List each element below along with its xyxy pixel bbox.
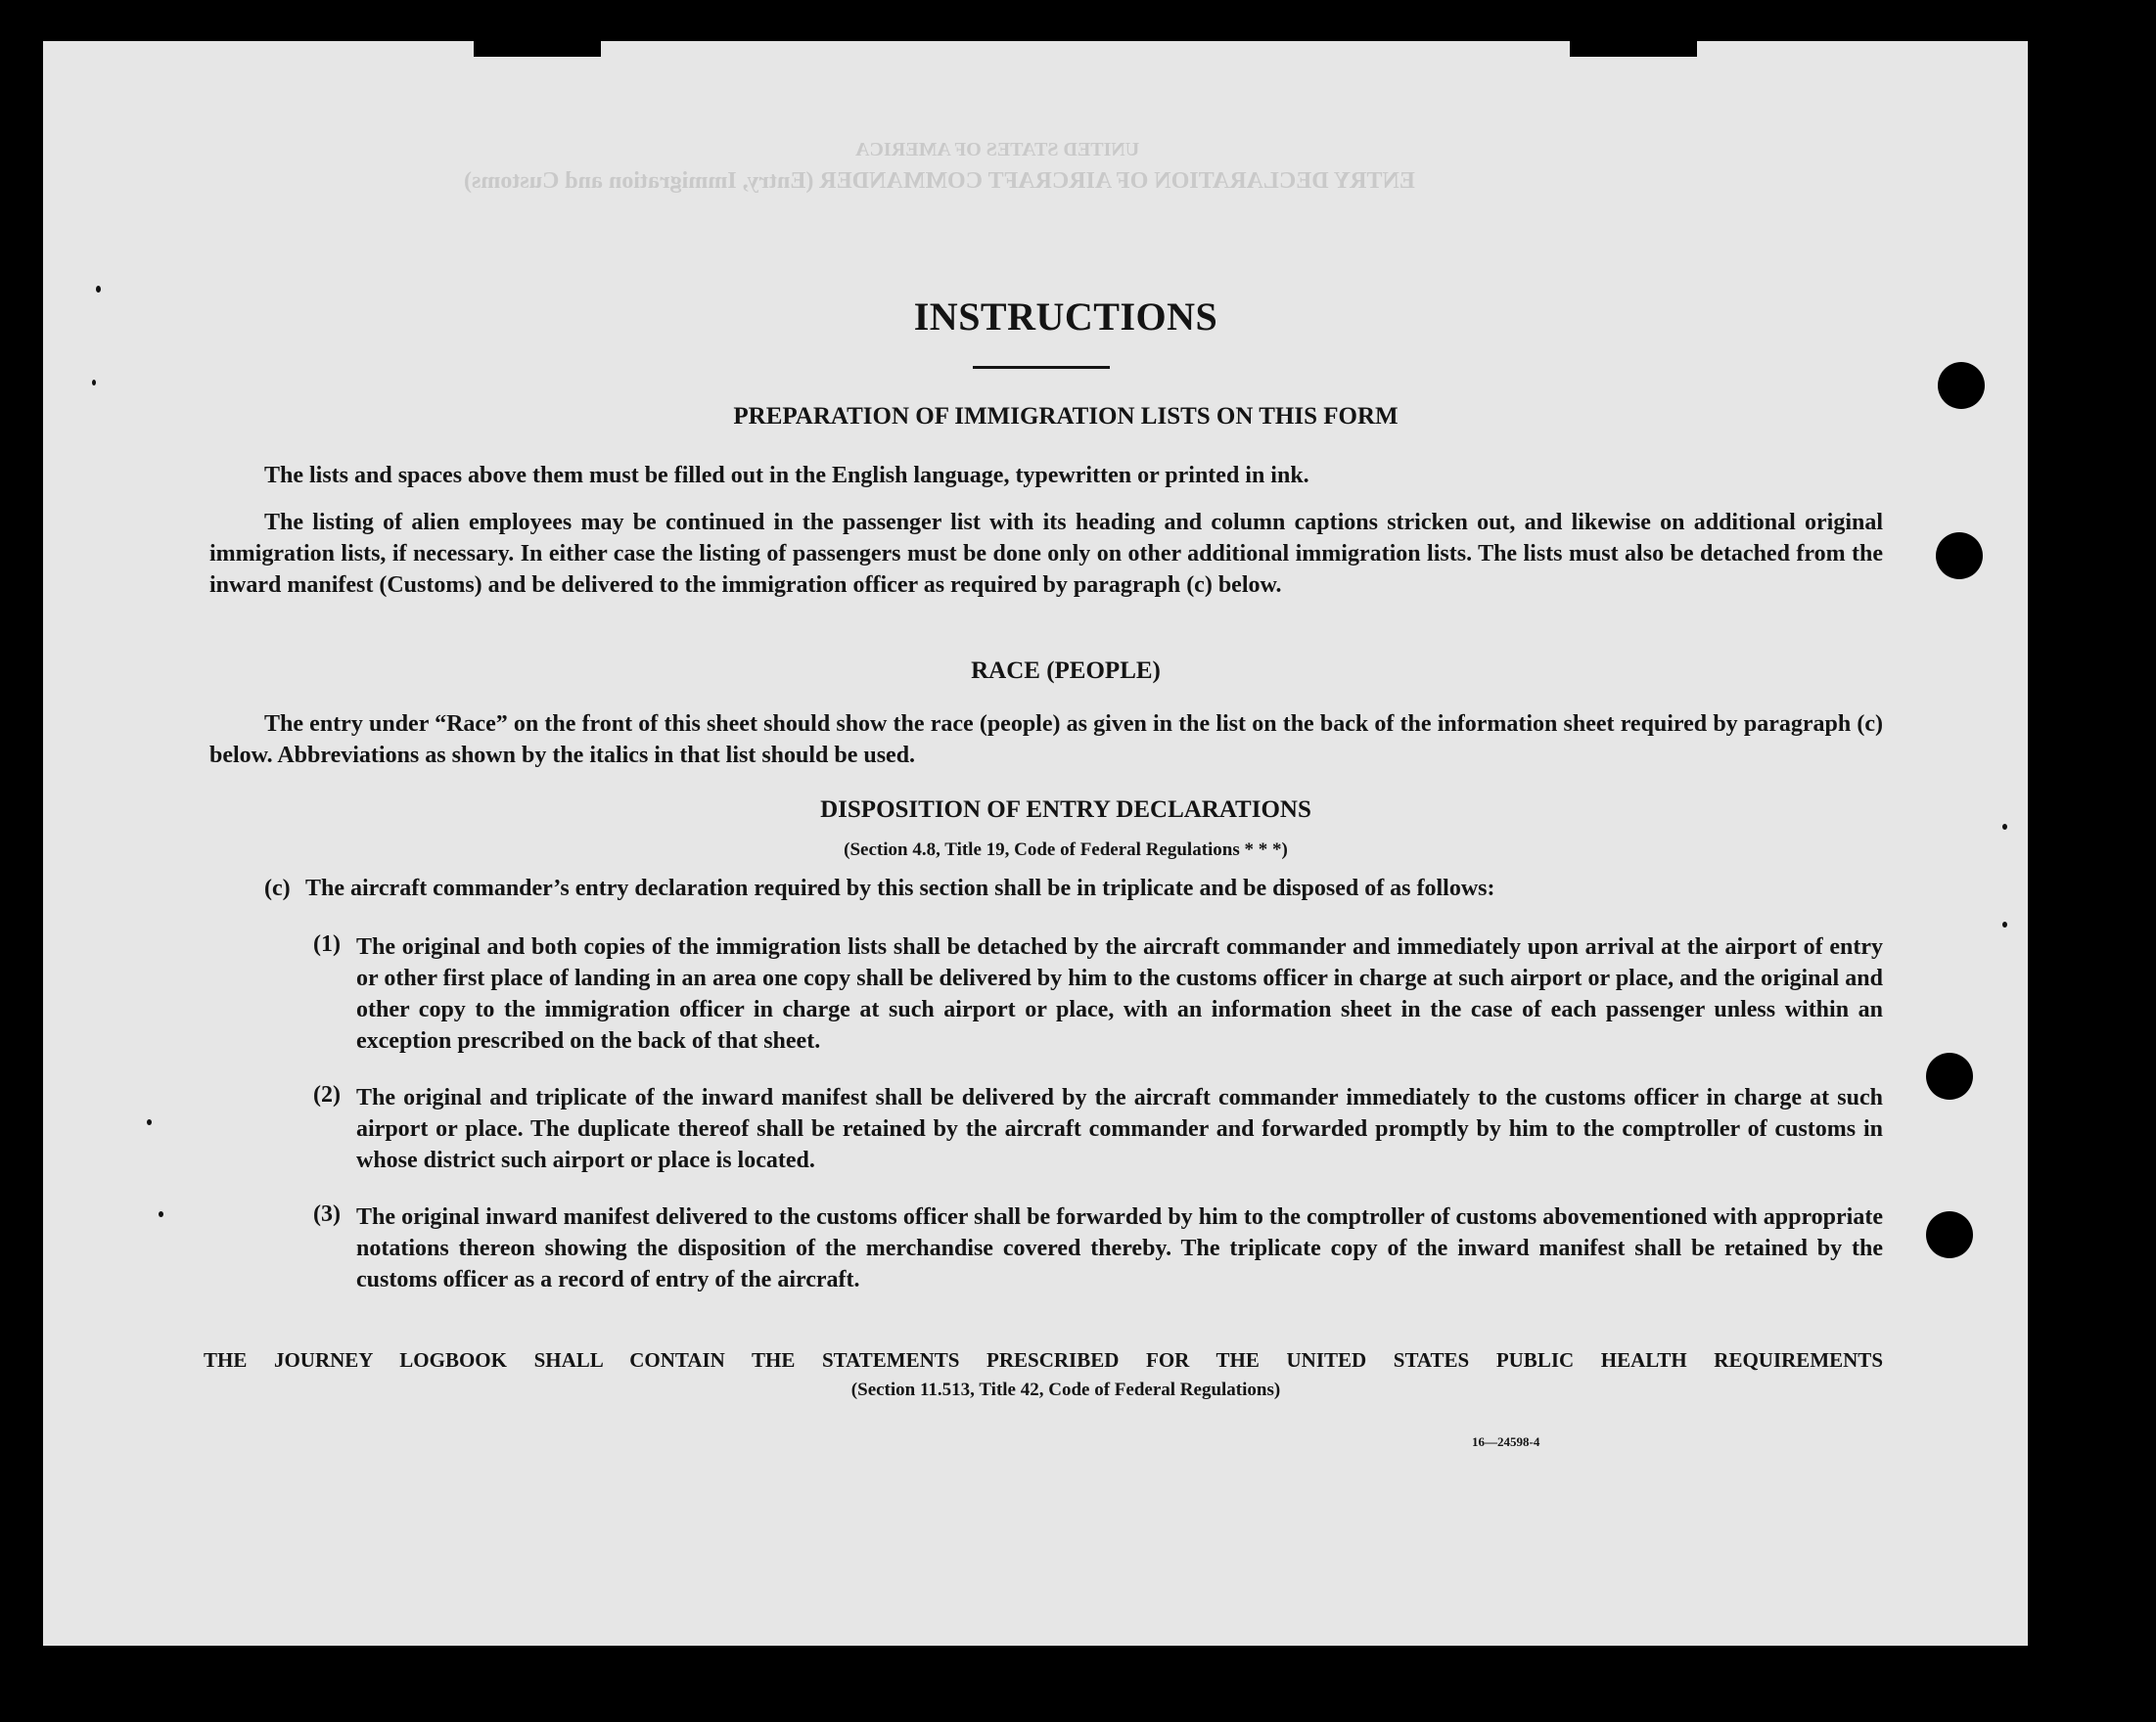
speck [2002,824,2007,830]
paragraph-race-entry: The entry under “Race” on the front of this sheet should show the race (people) as given in the list on the back of the information sheet required by paragraph (c) below. Abbreviations as shown by the italics in that list should be used. [209,711,1883,768]
speck [92,380,96,385]
speck [2002,922,2007,928]
item-number-2: (2) [313,1082,341,1108]
list-item-2: The original and triplicate of the inward manifest shall be delivered by the aircraft commander immediately to the customs officer in charge at such airport or place. The duplicate thereof shall be retained by the aircraft commander and forwarded promptly by him to the comptroller of customs in whose district such airport or place is located. [356,1085,1883,1173]
section-citation: (Section 4.8, Title 19, Code of Federal Regulations * * *) [844,839,1288,860]
item-number-3: (3) [313,1201,341,1227]
paragraph-alien-employees: The listing of alien employees may be continued in the passenger list with its heading and column captions stricken out, and likewise on additional original immigration lists, if necessary. In either case the listing of passengers must be done only on other additional immigration lists. The lists must also be detached from the inward manifest (Customs) and be delivered to the immigration officer as required by paragraph (c) below. [209,510,1883,598]
form-number: 16—24598-4 [1472,1434,1540,1449]
footer-statement: THE JOURNEY LOGBOOK SHALL CONTAIN THE STATEMENTS PRESCRIBED FOR THE UNITED STATES PUBLIC HEALTH REQUIREMENTS [204,1348,1883,1372]
speck [147,1119,152,1125]
top-tab-left [474,41,601,57]
page-title: INSTRUCTIONS [913,295,1218,339]
paragraph-intro: The aircraft commander’s entry declaration required by this section shall be in triplicate and be disposed of as follows: [305,876,1495,901]
section-heading-preparation: PREPARATION OF IMMIGRATION LISTS ON THIS FORM [733,403,1399,430]
speck [96,286,101,293]
bleed-through-line-1: UNITED STATES OF AMERICA [855,139,1140,160]
top-tab-right [1570,41,1697,57]
paragraph-lists-language: The lists and spaces above them must be filled out in the English language, typewritten or printed in ink. [264,463,1309,488]
footer-citation: (Section 11.513, Title 42, Code of Federal Regulations) [850,1380,1281,1400]
punch-hole [1938,362,1985,409]
punch-hole [1936,532,1983,579]
speck [159,1211,163,1217]
intro-label: (c) [264,876,291,901]
section-heading-race: RACE (PEOPLE) [971,657,1161,684]
section-heading-disposition: DISPOSITION OF ENTRY DECLARATIONS [820,796,1311,823]
list-item-3: The original inward manifest delivered to the customs officer shall be forwarded by him to the comptroller of customs abovementioned with appropriate notations thereon showing the disposition of the merchandise covered thereby. The triplicate copy of the inward manifest shall be retained by the customs officer as a record of entry of the aircraft. [356,1204,1883,1292]
document-page [43,41,2028,1646]
bleed-through-line-2: ENTRY DECLARATION OF AIRCRAFT COMMANDER (Entry, Immigration and Customs) [464,168,1415,194]
punch-hole [1926,1053,1973,1100]
punch-hole [1926,1211,1973,1258]
title-underline [973,366,1110,369]
list-item-1: The original and both copies of the immigration lists shall be detached by the aircraft commander and immediately upon arrival at the airport of entry or other first place of landing in an area one copy shall be delivered by him to the customs officer in charge at such airport or place, and the original and other copy to the immigration officer in charge at such airport or place, with an information sheet in the case of each passenger unless within an exception prescribed on the back of that sheet. [356,934,1883,1054]
item-number-1: (1) [313,931,341,957]
